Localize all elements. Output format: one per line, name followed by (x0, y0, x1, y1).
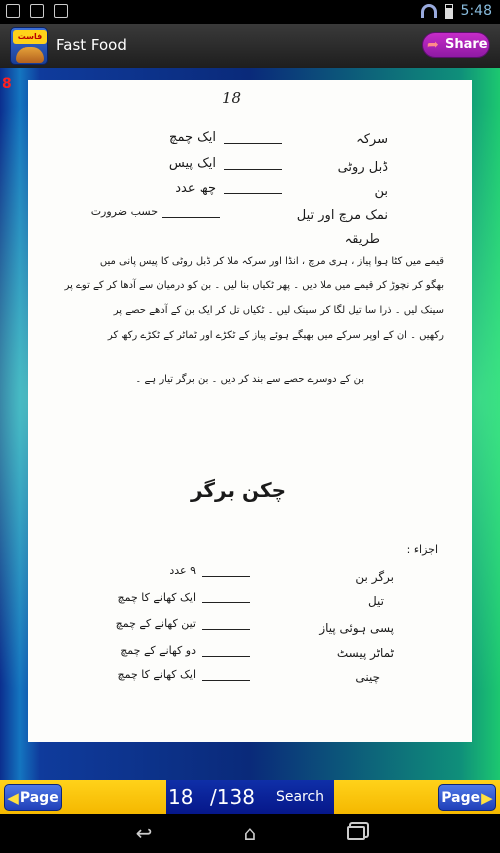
ingredient-qty: ایک چمچ (169, 130, 216, 145)
ingredient-name: برگر بن (355, 570, 394, 584)
dash-divider (202, 576, 250, 577)
clock: 5:48 (460, 3, 492, 19)
status-right (421, 3, 492, 19)
dash-divider (224, 143, 282, 144)
recents-icon[interactable] (336, 820, 376, 846)
burger-icon (16, 47, 44, 63)
method-heading: طریقہ (344, 232, 380, 247)
ingredient-qty: تین کھانے کے چمچ (115, 617, 196, 630)
dash-divider (162, 217, 220, 218)
action-bar (0, 24, 500, 68)
ingredient-name: تیل (367, 594, 384, 608)
viewer-background (0, 68, 500, 780)
ingredient-name: چینی (355, 670, 380, 684)
method-line: قیمے میں کٹا ہوا پیاز ، ہری مرچ ، انڈا اور سرکہ ملا کر ڈبل روٹی کا پیس پانی میں (99, 256, 444, 267)
search-button[interactable]: Search (270, 785, 330, 809)
ingredient-name: بن (374, 184, 388, 199)
arrow-right-icon: ▶ (481, 788, 493, 807)
current-page-indicator: 8 (2, 76, 12, 92)
dash-divider (202, 629, 250, 630)
ingredient-qty: ایک کھانے کا چمچ (117, 668, 196, 681)
share-label: Share (445, 37, 488, 52)
recipe-title: چکن برگر (190, 478, 286, 502)
book-page[interactable] (28, 80, 472, 742)
ingredient-qty: دو کھانے کے چمچ (120, 644, 196, 657)
ingredient-qty: حسب ضرورت (90, 205, 158, 218)
page-navigation-bar (0, 780, 500, 814)
ingredient-qty: ایک پیس (168, 156, 216, 171)
ingredients-heading: اجزاء : (406, 543, 438, 556)
share-button[interactable] (422, 32, 490, 58)
method-line: رکھیں ۔ ان کے اوپر سرکے میں بھیگے ہوئے پیاز کے ٹکڑے اور ٹماٹر کے ٹکڑے رکھ کر (107, 330, 444, 341)
usb-icon (6, 4, 20, 18)
ingredient-name: ٹماٹر پیسٹ (336, 646, 394, 660)
system-navigation-bar (0, 814, 500, 853)
status-bar (0, 0, 500, 24)
dash-divider (202, 602, 250, 603)
method-line: سینک لیں ۔ ذرا سا تیل لگا کر سینک لیں ۔ ٹکیاں تل کر ایک بن کے آدھے حصے پر (113, 305, 444, 316)
ingredient-qty: ۹ عدد (169, 564, 196, 577)
home-icon[interactable]: ⌂ (243, 821, 257, 845)
download-icon (54, 4, 68, 18)
method-line: بھگو کر نچوڑ کر قیمے میں ملا دیں ۔ پھر ٹکیاں بنا لیں ۔ بن کو درمیان سے آدھا کر کے توے پر (64, 280, 444, 291)
ingredient-name: ڈبل روٹی (337, 160, 388, 175)
next-page-label: Page (441, 789, 481, 806)
image-icon (30, 4, 44, 18)
page-search-group (166, 780, 334, 814)
page-number: 18 (222, 89, 242, 107)
ingredient-qty: چھ عدد (175, 181, 216, 196)
previous-page-label: Page (19, 789, 59, 806)
page-number-input[interactable] (168, 784, 204, 810)
ingredient-name: پسی ہوئی پیاز (319, 621, 394, 635)
ingredient-name: سرکہ (356, 132, 388, 147)
page-total: /138 (210, 785, 255, 809)
method-line: بن کے دوسرے حصے سے بند کر دیں ۔ بن برگر تیار ہے ۔ (135, 374, 364, 385)
app-logo-icon[interactable] (10, 27, 48, 65)
back-icon[interactable]: ↩ (135, 821, 153, 845)
previous-page-button[interactable] (4, 784, 62, 811)
app-title: Fast Food (56, 36, 127, 54)
app-icon-text: فاست (13, 30, 47, 44)
dash-divider (202, 656, 250, 657)
ingredient-qty: ایک کھانے کا چمچ (117, 591, 196, 604)
battery-icon (445, 4, 453, 19)
dash-divider (224, 193, 282, 194)
share-arrow-icon: ➦ (427, 37, 439, 53)
notification-icons (6, 4, 68, 18)
dash-divider (202, 680, 250, 681)
next-page-button[interactable] (438, 784, 496, 811)
wifi-icon (421, 4, 437, 18)
ingredient-name: نمک مرچ اور تیل (296, 208, 388, 223)
arrow-left-icon: ◀ (7, 788, 19, 807)
dash-divider (224, 169, 282, 170)
